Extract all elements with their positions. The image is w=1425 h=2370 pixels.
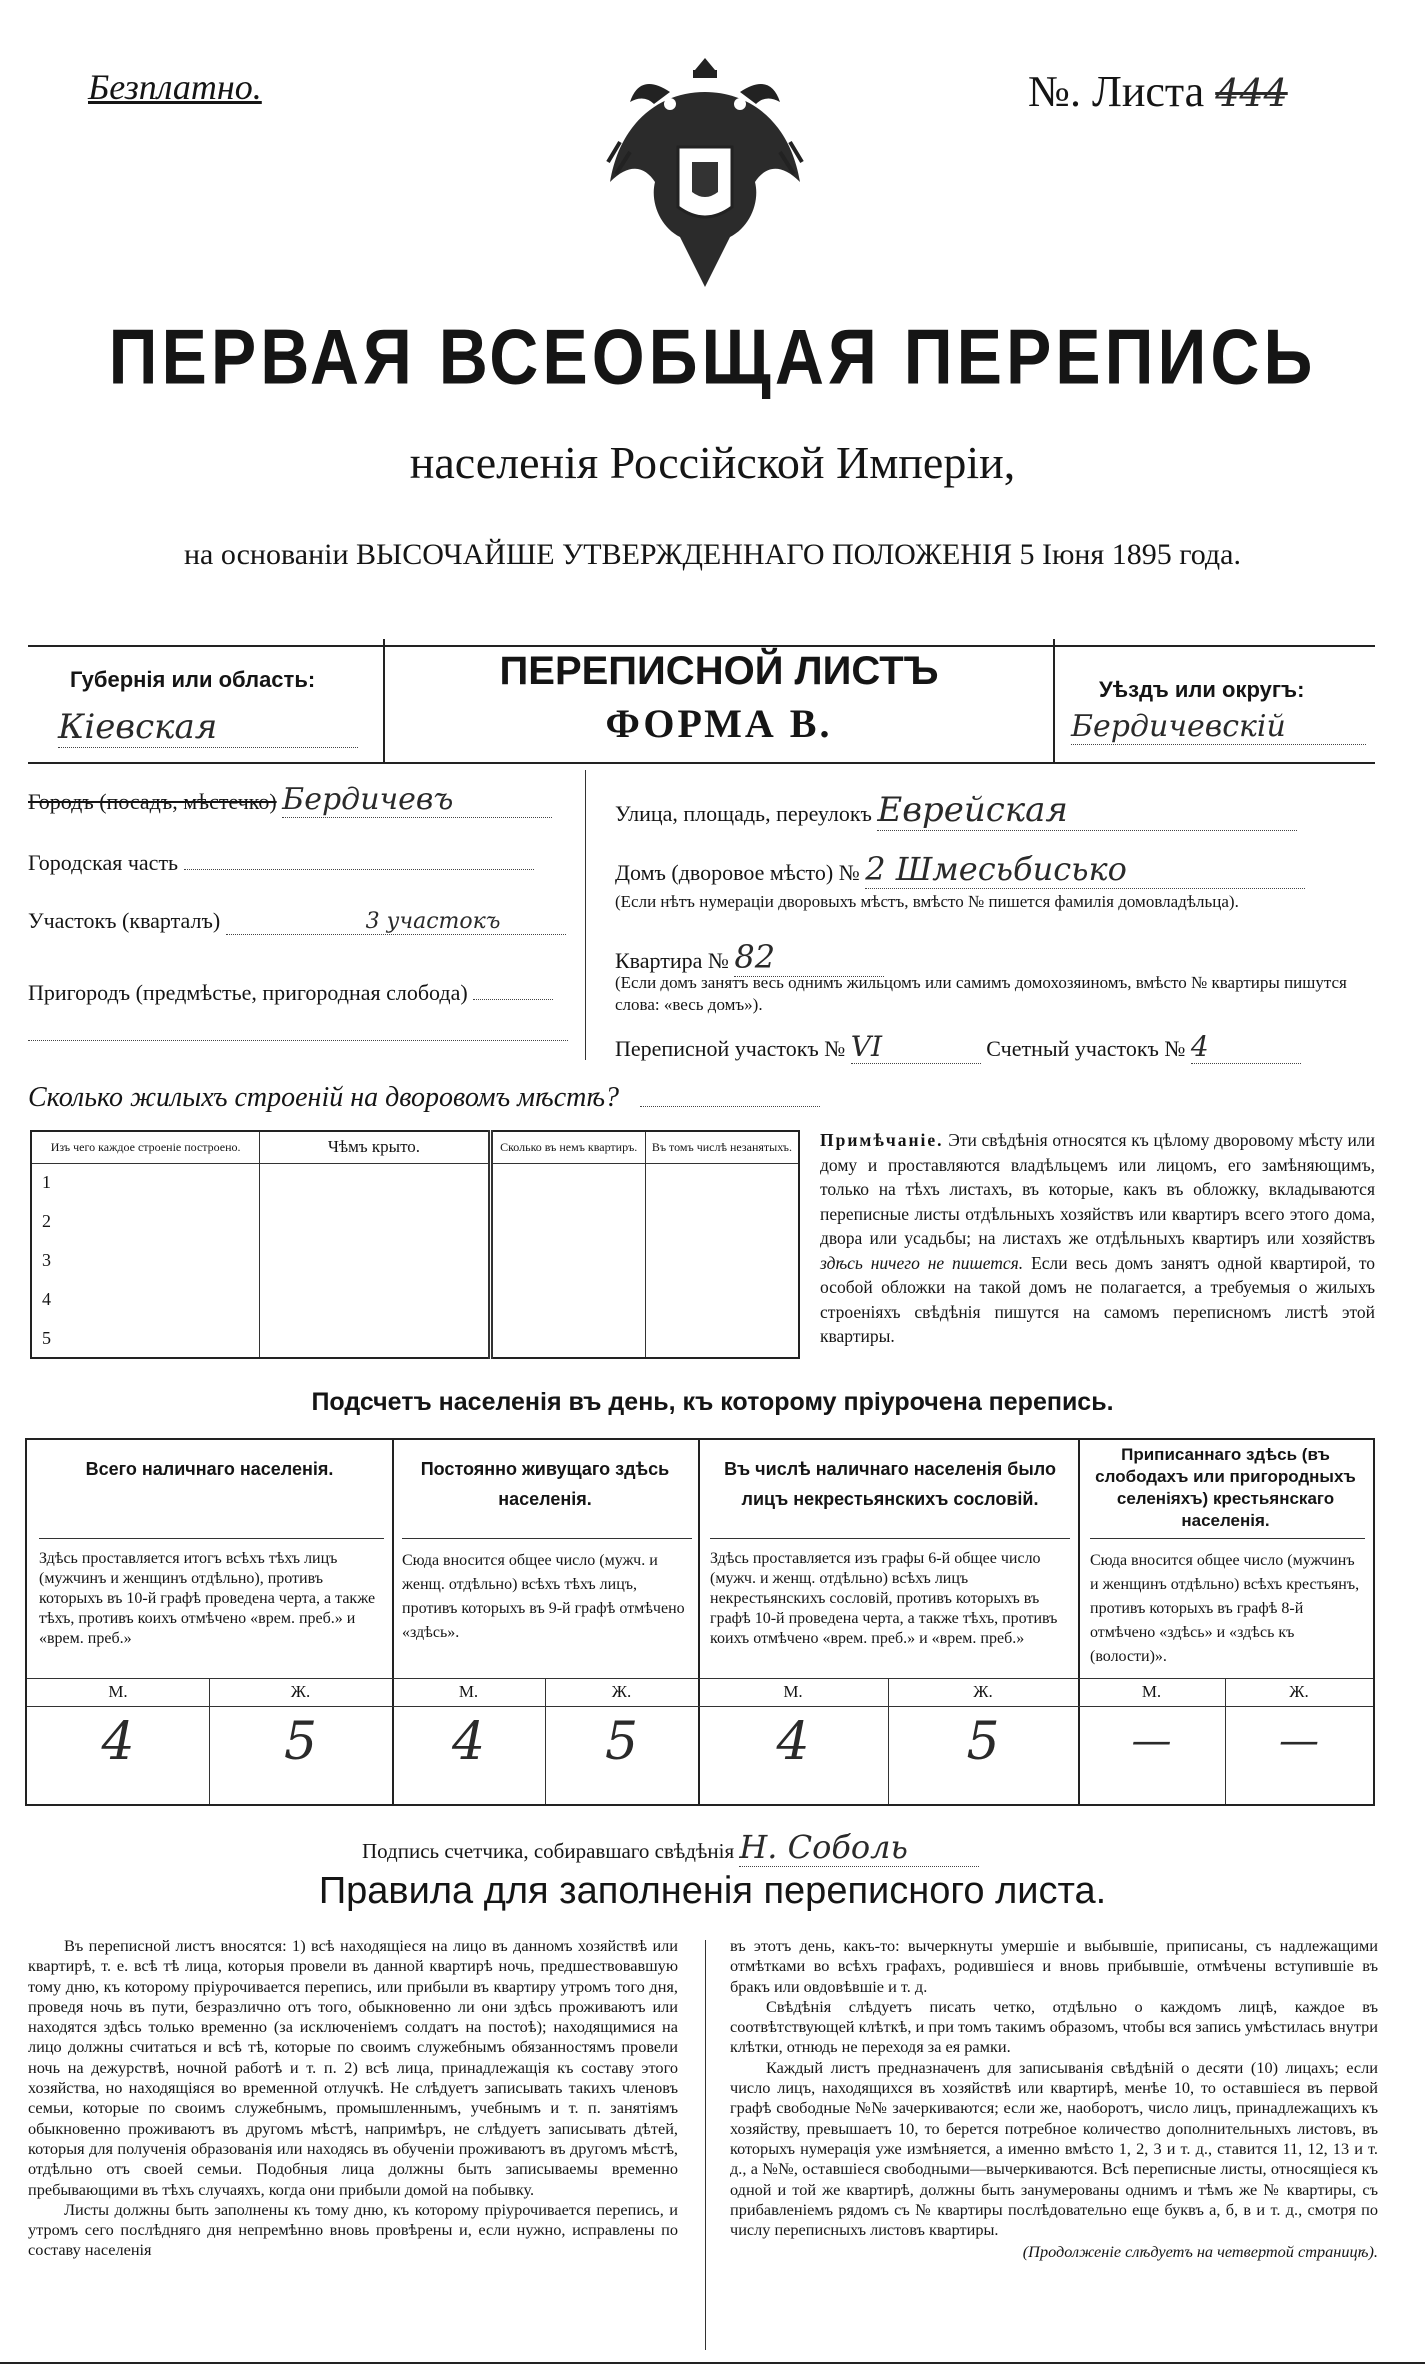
population-col-head: Въ числѣ наличнаго населенія было лицъ некрестьянскихъ сословій. [724,1459,1056,1509]
rules-right-paragraph: Свѣдѣнія слѣдуетъ писать четко, отдѣльно о каждомъ лицѣ, каждое въ соотвѣтствующей клѣткѣ, и при томъ такимъ образомъ, чтобы вся запись умѣстилась внутри клѣтки, отнюдь не переходя за ея рамки. [730,1996,1378,2057]
city-value: Бердичевъ [282,782,552,818]
female-label: Ж. [1289,1682,1309,1701]
form-box [28,645,1375,764]
sheet-number [1028,66,1288,117]
male-label: М. [1141,1682,1162,1701]
population-col-desc: Сюда вносится общее число (мужч. и женщ. отдѣльно) всѣхъ тѣхъ лицъ, противъ которыхъ въ 9-й графѣ отмѣчено «здѣсь». [402,1538,692,1645]
male-label: М. [108,1682,128,1701]
city-row [28,782,568,818]
population-value: 5 [604,1712,639,1772]
buildings-header-material: Изъ чего каждое строеніе построено. [31,1131,260,1163]
census-precinct-label: Переписной участокъ № [615,1036,846,1061]
house-value: 2 Шмесьбисько [865,850,1305,889]
apartment-note: (Если домъ занятъ весь однимъ жильцомъ или самимъ домохозяиномъ, вмѣсто № квартиры пишутся слова: «весь домъ»). [615,973,1347,1014]
population-value: 4 [451,1712,486,1772]
signature-label: Подпись счетчика, собиравшаго свѣдѣнія [362,1839,735,1863]
province-value: Кіевская [58,707,358,748]
signature-row [362,1828,979,1867]
rules-right-paragraph: Каждый листъ предназначенъ для записыванія свѣдѣній о десяти (10) лицахъ; если число лицъ, находящихся въ хозяйствѣ или квартирѣ, менѣе 10, то оставшіеся въ первой графѣ свободные №№ зачеркиваются; если же, наоборотъ, число лицъ, принадлежащихъ къ хозяйству, превышаетъ 10, то берется потребное количество дополнительныхъ листовъ, въ которыхъ нумерація уже измѣняется, а именно вмѣсто 1, 2, 3 и т. д., ставится 11, 12, 13 и т. д., а №№, оставшіеся свободными—вычеркиваются. Всѣ переписные листы, относящіеся къ одной и той же квартирѣ, должны быть занумерованы однимъ и тѣмъ же № квартиры, съ прибавленіемъ рядомъ съ № квартиры послѣдовательно еще буквъ а, б, в и т. д., смотря по числу переписныхъ листовъ квартиры. [730,2057,1378,2240]
district-label: Уѣздъ или округъ: [1099,677,1305,702]
sheet-number-value: 444 [1215,71,1288,115]
note-label: Примѣчаніе. [820,1130,944,1150]
buildings-row: 5 [31,1319,799,1358]
street-row [615,790,1297,831]
precinct-row [28,908,566,935]
precinct-value: 3 участокъ [226,909,566,935]
buildings-header-apartments: Сколько въ немъ квартиръ. [490,1131,645,1163]
suburb-row [28,980,553,1006]
population-table [25,1438,1375,1806]
city-part-row [28,850,534,876]
population-col-desc: Здѣсь проставляется итогъ всѣхъ тѣхъ лицъ (мужчинъ и женщинъ отдѣльно), противъ которыхъ въ 10-й графѣ проведена черта, а также тѣхъ, противъ коихъ отмѣчено «врем. преб.» и «врем. преб.» [39,1538,384,1649]
population-value: — [1279,1718,1319,1764]
page-title: ПЕРВАЯ ВСЕОБЩАЯ ПЕРЕПИСЬ [108,313,1317,401]
province-cell [28,647,383,762]
rules-left-paragraph: Въ переписной листъ вносятся: 1) всѣ находящіеся на лицо въ данномъ хозяйствѣ или квартирѣ, т. е. всѣ тѣ лица, которыя провели въ данной квартирѣ ночь, предшествовавшую тому дню, къ которому пріурочивается перепись, или прибыли въ квартиру утромъ того дня, проведя ночь въ пути, безразлично отъ того, обыкновенно ли они здѣсь проживаютъ или находятся здѣсь только временно (за исключеніемъ солдатъ на постоѣ); находящимися на лицо должны считаться и всѣ тѣ, которые по своимъ служебнымъ обязанностямъ провели ночь на дежурствѣ, ночной работѣ и т. п. 2) всѣ лица, принадлежащія къ составу этого хозяйства, но находящіяся во временной отлучкѣ. Не слѣдуетъ записывать такихъ членовъ семьи, которые по своимъ служебнымъ, промышленнымъ, учебнымъ и т. п. занятіямъ обыкновенно проживаютъ въ другомъ мѣстѣ, напримѣръ, не слѣдуетъ записывать дѣтей, которыя для полученія образованія или находясь въ обученіи проживаютъ въ другомъ мѣстѣ, отдѣльно отъ своей семьи. Подобныя лица должны быть записываемы временно пребывающими въ тѣхъ случаяхъ, когда они прибыли домой на побывку. [28,1936,678,2199]
buildings-question: Сколько жилыхъ строеній на дворовомъ мѣстѣ? [28,1082,620,1113]
rules-right-column [730,1936,1378,2263]
female-label: Ж. [290,1682,311,1701]
coat-of-arms-icon [600,52,810,292]
rules-left-paragraph-2: Листы должны быть заполнены къ тому дню, къ которому пріурочивается перепись, и утромъ сего послѣдняго дня непремѣнно вновь провѣрены и, если нужно, исправлены по составу населенія [28,2199,678,2260]
population-col-head: Всего наличнаго населенія. [85,1459,334,1479]
precinct-label: Участокъ (кварталъ) [28,908,221,933]
suburb-value [473,981,553,1000]
apartment-label: Квартира № [615,948,729,973]
street-value: Еврейская [877,790,1297,831]
buildings-row: 2 [31,1202,799,1241]
population-col-head: Приписаннаго здѣсь (въ слободахъ или пригородныхъ селеніяхъ) крестьянскаго населенія. [1095,1445,1356,1530]
buildings-note [820,1128,1375,1349]
population-title: Подсчетъ населенія въ день, къ которому пріурочена перепись. [311,1388,1114,1416]
free-label: Безплатно. [88,67,262,107]
province-label: Губернія или область: [70,667,316,692]
buildings-row: 3 [31,1241,799,1280]
suburb-label: Пригородъ (предмѣстье, пригородная слобода) [28,980,468,1005]
buildings-row: 1 [31,1163,799,1202]
suburb-extra-line [28,1040,568,1041]
population-value: — [1131,1718,1172,1764]
population-value: 5 [966,1712,1000,1772]
male-label: М. [458,1682,479,1701]
census-precinct-value: VI [851,1030,981,1064]
note-text-italic: здѣсь ничего не пишется. [820,1252,1024,1273]
signature-value: Н. Соболь [739,1828,979,1867]
male-label: М. [783,1682,803,1701]
population-col-desc: Здѣсь проставляется изъ графы 6-й общее число (мужч. и женщ. отдѣльно) всѣхъ лицъ некрестьянскихъ сословій, противъ которыхъ въ графѣ 10-й проведена черта, а также тѣхъ, противъ коихъ отмѣчено «врем. преб.» и «врем. преб.» [710,1538,1070,1649]
rules-continued: (Продолженіе слѣдуетъ на четвертой страницѣ). [1022,2242,1378,2262]
page-subtitle: населенія Россійской Имперіи, [409,437,1016,488]
note-text-end: Если весь домъ занятъ одной квартирой, то особой обложки на такой домъ не полагается, а требуемыя о жилыхъ строеніяхъ свѣдѣнія пишутся на самомъ переписномъ листѣ этой квартиры. [820,1252,1376,1346]
address-divider [585,770,586,1060]
population-col-desc: Сюда вносится общее число (мужчинъ и женщинъ отдѣльно) всѣхъ крестьянъ, противъ которыхъ въ графѣ 8-й отмѣчено «здѣсь» и «здѣсь къ (волости)». [1090,1538,1365,1669]
buildings-header-roof: Чѣмъ крыто. [260,1131,490,1163]
buildings-table [30,1130,800,1359]
buildings-header-vacant: Въ томъ числѣ незанятыхъ. [645,1131,799,1163]
buildings-row: 4 [31,1280,799,1319]
sheet-number-label: №. Листа [1028,67,1205,116]
sheet-title-cell [383,639,1055,762]
population-value: 5 [283,1712,318,1772]
rules-right-paragraph: въ этотъ день, какъ-то: вычеркнуты умершіе и выбывшіе, приписаны, съ надлежащими отмѣтками во всѣхъ графахъ, родившіеся и вновь прибывшіе, отмѣчены вступившіе въ бракъ или овдовѣвшіе и т. д. [730,1936,1378,1996]
count-precinct-label: Счетный участокъ № [986,1036,1186,1061]
apartment-value: 82 [734,938,884,977]
precincts-row [615,1030,1301,1064]
bottom-rule [0,2362,1425,2364]
population-values-line [27,1706,1373,1707]
city-part-value [184,851,534,870]
note-text: Эти свѣдѣнія относятся къ цѣлому дворовому мѣсту или дому и проставляются владѣльцемъ или лицомъ, его замѣняющимъ, только на тѣхъ листахъ, въ которые, какъ въ обложку, вкладываются переписные листы отдѣльныхъ хозяйствъ или квартиръ всего этого дома, двора или усадьбы; на листахъ же отдѣльныхъ квартиръ или хозяйствъ [820,1130,1376,1248]
house-row [615,850,1305,889]
population-col-head: Постоянно живущаго здѣсь населенія. [420,1459,670,1509]
house-label: Домъ (дворовое мѣсто) № [615,860,860,885]
city-part-label: Городская часть [28,850,179,875]
rules-left-column [28,1936,678,2261]
district-cell [1051,647,1375,762]
sheet-title: ПЕРЕПИСНОЙ ЛИСТЪ [499,649,939,693]
count-precinct-value: 4 [1191,1030,1301,1064]
house-note: (Если нѣтъ нумераціи дворовыхъ мѣстъ, вмѣсто № пишется фамилія домовладѣльца). [615,892,1239,911]
population-value: 4 [776,1712,810,1772]
female-label: Ж. [973,1682,993,1701]
population-value: 4 [101,1712,135,1772]
population-mf-header-line [27,1678,1373,1679]
legal-basis: на основаніи ВЫСОЧАЙШЕ УТВЕРЖДЕННАГО ПОЛОЖЕНІЯ 5 Іюня 1895 года. [184,538,1241,571]
female-label: Ж. [611,1682,632,1701]
buildings-question-line [640,1106,820,1107]
rules-title: Правила для заполненія переписного листа. [318,1870,1107,1912]
street-label: Улица, площадь, переулокъ [615,801,872,826]
rules-divider [705,1940,706,2350]
city-label: Городъ (посадъ, мѣстечко) [28,789,277,814]
form-name: ФОРМА В. [605,701,833,746]
district-value: Бердичевскій [1071,709,1366,745]
